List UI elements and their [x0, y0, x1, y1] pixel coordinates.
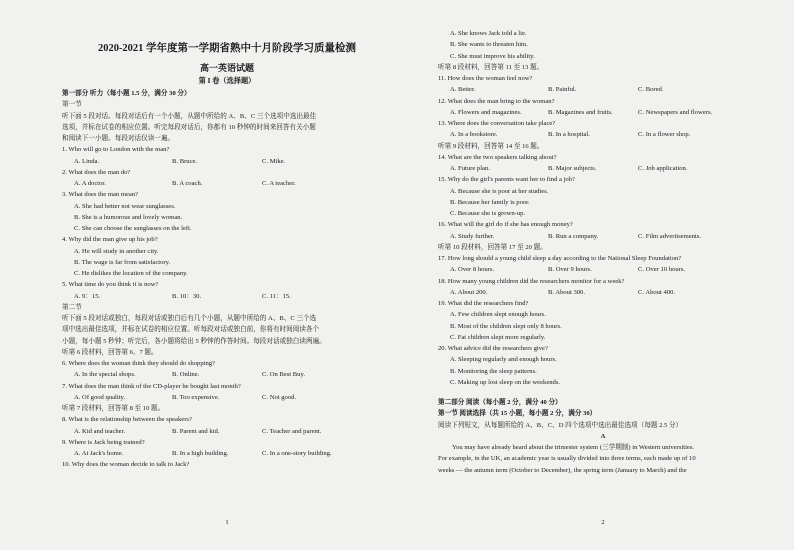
- option-row: [62, 291, 392, 302]
- answer-option: A. Few children slept enough hours.: [450, 311, 546, 319]
- answer-option: A. Flowers and magazines.: [450, 108, 522, 116]
- part2-section-heading: 第一节 阅读选择（共 15 小题，每小题 2 分，满分 30）: [438, 410, 597, 418]
- option-row: [62, 392, 392, 403]
- passage-a: [438, 442, 768, 476]
- answer-option: B. Bruce.: [172, 157, 198, 165]
- exam-subtitle: 高一英语试题: [199, 63, 254, 73]
- page-number: 2: [601, 518, 605, 526]
- answer-option: C. Job application.: [638, 165, 688, 172]
- page-left: [62, 0, 392, 550]
- section1-instructions: [62, 111, 392, 145]
- answer-option: A. Over 8 hours.: [450, 266, 495, 274]
- question-text: 12. What does the man bring to the woman?: [438, 97, 555, 105]
- answer-option: C. 11：15.: [262, 292, 291, 300]
- instruction-line: 小题，每小题 5 秒钟；听完后，各小题将给出 5 秒钟的作答时间。每段对话或独白读两遍。: [62, 337, 326, 345]
- answer-option: A. A doctor.: [74, 180, 106, 187]
- answer-option: C. Over 10 hours.: [638, 266, 686, 274]
- question-text: 听第 10 段材料，回答第 17 至 20 题。: [438, 243, 547, 251]
- instruction-line: 项中选出最佳选项，并标在试卷的相应位置。听每段对话或独白前，你将有时间阅读各个: [62, 326, 320, 334]
- page-right: [438, 0, 768, 550]
- question-text: 11. How does the woman feel now?: [438, 75, 533, 82]
- answer-option: C. She must improve his ability.: [450, 52, 535, 60]
- instruction-line: 听下面 5 段对话或独白，每段对话或独白后有几个小题，从题中所给的 A、B、C 三个选: [62, 315, 317, 322]
- exam-title: 2020-2021 学年度第一学期省熟中十月阶段学习质量检测: [97, 43, 357, 54]
- section1-heading: 第一节: [62, 101, 82, 109]
- answer-option: B. Painful.: [548, 86, 577, 94]
- option-row: [438, 264, 768, 275]
- answer-option: C. She can choose the sunglasses on the left.: [74, 225, 192, 232]
- answer-option: A. She had better not wear sunglasses.: [74, 202, 176, 210]
- answer-option: C. Film advertisements.: [638, 232, 702, 240]
- answer-option: C. Bored.: [638, 86, 664, 94]
- question-text: 6. Where does the woman think they should do shopping?: [62, 360, 215, 367]
- answer-option: C. A teacher.: [262, 180, 296, 187]
- answer-option: B. In a hospital.: [548, 131, 590, 139]
- answer-option: B. About 300.: [548, 288, 586, 296]
- answer-option: B. The wage is far from satisfactory.: [74, 258, 171, 266]
- answer-option: A. She knows Jack told a lie.: [450, 30, 527, 37]
- option-row: [62, 426, 392, 437]
- answer-option: A. Kid and teacher.: [74, 427, 126, 435]
- part2-heading: 第二部分 阅读（每小题 2 分，满分 40 分）: [438, 399, 562, 406]
- question-text: 19. What did the researchers find?: [438, 300, 529, 307]
- answer-option: C. Fat children slept more regularly.: [450, 333, 546, 341]
- answer-option: B. Major subjects.: [548, 165, 597, 172]
- answer-option: B. Most of the children slept only 8 hours.: [450, 322, 562, 330]
- answer-option: B. Magazines and fruits.: [548, 108, 613, 116]
- answer-option: B. In a high building.: [172, 450, 229, 457]
- page-number: 1: [225, 518, 229, 526]
- questions-10-20: [438, 28, 768, 388]
- answer-option: A. Sleeping regularly and enough hours.: [450, 356, 557, 364]
- answer-option: B. 10：30.: [172, 292, 202, 300]
- question-text: 听第 7 段材料，回答第 8 至 10 题。: [62, 405, 165, 412]
- question-text: 20. What advice did the researchers give?: [438, 345, 548, 352]
- question-text: 5. What time do you think it is now?: [62, 281, 159, 289]
- answer-option: B. Over 9 hours.: [548, 266, 592, 274]
- option-row: [62, 448, 392, 459]
- answer-option: C. Newspapers and flowers.: [638, 108, 713, 116]
- answer-option: B. Monitoring the sleep patterns.: [450, 367, 537, 375]
- question-text: 9. Where is Jack being trained?: [62, 438, 145, 446]
- part1-heading: 第一部分 听力（每小题 1.5 分，满分 30 分）: [62, 90, 191, 97]
- question-text: 4. Why did the man give up his job?: [62, 236, 158, 244]
- question-text: 14. What are the two speakers talking about?: [438, 153, 557, 161]
- question-text: 17. How long should a young child sleep a day according to the National Sleep Foundation?: [438, 255, 682, 262]
- passage-line: weeks — the autumn term (October to December), the spring term (January to March) and the: [438, 466, 687, 474]
- option-row: [62, 369, 392, 380]
- answer-option: A. Future plan.: [450, 165, 490, 172]
- question-text: 18. How many young children did the researchers monitor for a week?: [438, 277, 625, 285]
- option-row: [62, 156, 392, 167]
- answer-option: B. Online.: [172, 371, 200, 379]
- question-text: 8. What is the relationship between the speakers?: [62, 416, 192, 424]
- answer-option: C. Making up lost sleep on the weekends.: [450, 378, 561, 386]
- option-row: [438, 231, 768, 242]
- instruction-line: 选项，并标在试卷的相应位置。听完每段对话后，你都有 10 秒钟的时间来回答有关小题: [62, 123, 316, 131]
- section2-instructions: [62, 313, 392, 358]
- section2-heading: 第二节: [62, 303, 82, 311]
- answer-option: C. On Best Buy.: [262, 371, 305, 379]
- answer-option: B. Run a company.: [548, 232, 599, 240]
- answer-option: A. Of good quality.: [74, 393, 126, 401]
- question-text: 7. What does the man think of the CD-player he bought last month?: [62, 382, 241, 390]
- option-row: [438, 129, 768, 140]
- answer-option: C. Not good.: [262, 393, 297, 401]
- option-row: [438, 84, 768, 95]
- answer-option: C. In a one-story building.: [262, 450, 332, 457]
- question-text: 15. Why do the girl's parents want her to find a job?: [438, 176, 575, 184]
- question-text: 1. Who will go to London with the man?: [62, 146, 170, 154]
- answer-option: C. Teacher and parent.: [262, 427, 322, 435]
- answer-option: C. Because she is grown-up.: [450, 210, 526, 217]
- answer-option: C. Mike.: [262, 157, 286, 165]
- instruction-line: 听下面 5 段对话。每段对话后有一个小题，从题中所给的 A、B、C 三个选项中选出最佳: [62, 112, 317, 120]
- volume-heading: 第 I 卷（选择题）: [198, 77, 256, 85]
- answer-option: A. At Jack's home.: [74, 450, 124, 457]
- answer-option: B. Too expensive.: [172, 393, 220, 401]
- option-row: [438, 287, 768, 298]
- answer-option: A. He will study in another city.: [74, 247, 159, 255]
- question-text: 16. What will the girl do if she has enough money?: [438, 221, 573, 229]
- answer-option: B. She wants to threaten him.: [450, 41, 528, 49]
- instruction-line: 听第 6 段材料，回答第 6、7 题。: [62, 348, 158, 356]
- answer-option: C. He dislikes the location of the company.: [74, 270, 188, 277]
- part2-instructions: 阅读下列短文，从每题所给的 A、B、C、D 四个选项中选出最佳选项（每题 2.5 分）: [438, 421, 683, 429]
- question-text: 2. What does the man do?: [62, 168, 131, 176]
- answer-option: A. In the special shops.: [74, 371, 136, 379]
- answer-option: A. Linda.: [74, 157, 100, 165]
- questions-1-5: [62, 144, 392, 302]
- answer-option: A. 9：15.: [74, 292, 101, 300]
- answer-option: B. Because her family is poor.: [450, 198, 530, 206]
- answer-option: B. A coach.: [172, 180, 203, 187]
- questions-6-10: [62, 358, 392, 471]
- question-text: 听第 8 段材料，回答第 11 至 13 题。: [438, 63, 544, 71]
- answer-option: B. Parent and kid.: [172, 427, 220, 435]
- question-text: 10. Why does the woman decide to talk to Jack?: [62, 461, 190, 469]
- answer-option: A. Better.: [450, 86, 476, 94]
- passage-line: For example, in the UK, an academic year is usually divided into three terms, each made up of 10: [438, 455, 696, 463]
- passage-label: A: [600, 432, 606, 440]
- option-row: [438, 163, 768, 174]
- answer-option: C. About 400.: [638, 288, 676, 296]
- instruction-line: 和阅读下一小题。每段对话仅读一遍。: [62, 135, 175, 142]
- answer-option: A. In a bookstore.: [450, 131, 498, 139]
- answer-option: A. Because she is poor at her studies.: [450, 187, 549, 195]
- question-text: 3. What does the man mean?: [62, 191, 139, 199]
- answer-option: C. In a flower shop.: [638, 131, 691, 139]
- answer-option: B. She is a humorous and lovely woman.: [74, 213, 183, 221]
- answer-option: A. About 200.: [450, 288, 488, 296]
- option-row: [62, 178, 392, 189]
- passage-line: You may have already heard about the trimester system (三学期制) in Western universities.: [452, 444, 695, 451]
- question-text: 13. Where does the conversation take place?: [438, 120, 556, 127]
- answer-option: A. Study further.: [450, 232, 495, 240]
- option-row: [438, 107, 768, 118]
- question-text: 听第 9 段材料，回答第 14 至 16 题。: [438, 142, 544, 150]
